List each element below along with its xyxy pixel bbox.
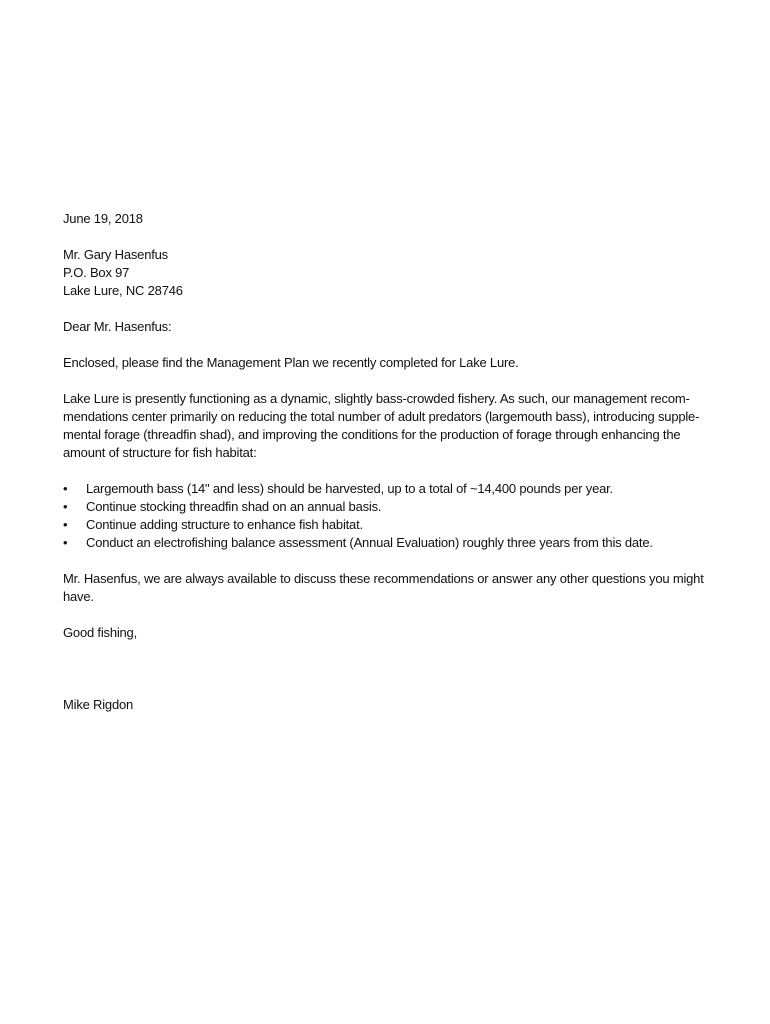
list-item-text: Continue stocking threadfin shad on an annual basis.: [86, 499, 382, 514]
list-item-text: Largemouth bass (14" and less) should be harvested, up to a total of ~14,400 pounds per year.: [86, 481, 613, 496]
paragraph-line: Mr. Hasenfus, we are always available to discuss these recommendations or answer any other questions you might: [63, 571, 704, 586]
signature-space: [63, 642, 713, 696]
paragraph-line: Lake Lure is presently functioning as a dynamic, slightly bass-crowded fishery. As such, our management recom-: [63, 391, 690, 406]
recipient-address-line2: Lake Lure, NC 28746: [63, 283, 183, 298]
bullet-icon: •: [63, 499, 68, 514]
list-item: [63, 498, 713, 516]
recommendations-list: [63, 480, 713, 552]
paragraph-enclosed: Enclosed, please find the Management Plan we recently completed for Lake Lure.: [63, 355, 519, 370]
paragraph-line: mental forage (threadfin shad), and improving the conditions for the production of forage through enhancing the: [63, 427, 681, 442]
paragraph-management: [63, 390, 713, 462]
closing: Good fishing,: [63, 625, 138, 640]
recipient-address: [63, 246, 713, 300]
paragraph-line: amount of structure for fish habitat:: [63, 445, 257, 460]
letter-date: June 19, 2018: [63, 211, 143, 226]
recipient-address-line1: P.O. Box 97: [63, 265, 130, 280]
bullet-icon: •: [63, 535, 68, 550]
paragraph-availability: [63, 570, 713, 606]
salutation: Dear Mr. Hasenfus:: [63, 319, 172, 334]
recipient-name: Mr. Gary Hasenfus: [63, 247, 168, 262]
bullet-icon: •: [63, 517, 68, 532]
list-item-text: Continue adding structure to enhance fish habitat.: [86, 517, 363, 532]
signature-name: Mike Rigdon: [63, 697, 134, 712]
list-item: [63, 534, 713, 552]
bullet-icon: •: [63, 481, 68, 496]
letter-body: [63, 210, 713, 714]
paragraph-line: have.: [63, 589, 94, 604]
list-item-text: Conduct an electrofishing balance assessment (Annual Evaluation) roughly three years from this date.: [86, 535, 653, 550]
list-item: [63, 516, 713, 534]
list-item: [63, 480, 713, 498]
paragraph-line: mendations center primarily on reducing the total number of adult predators (largemouth bass), introducing supple-: [63, 409, 700, 424]
